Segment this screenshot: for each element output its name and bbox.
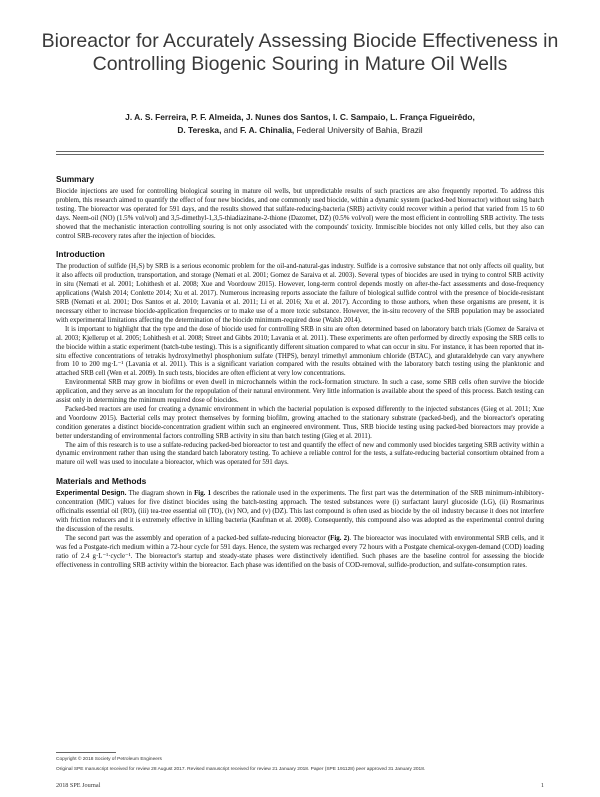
intro-paragraph-4: Packed-bed reactors are used for creating a dynamic environment in which the bacterial population is exposed differently to the injected substances (Gieg et al. 2011; Xue and Voordouw 2015). Bacterial cells may protect themselves by forming biofilm, growing attached to the stationary substrate (packed-bed), and the bioreactor's operating condition generates a distinct biocide-concentration gradient within such an engineered environment. Thus, SRB biocide testing using packed-bed bioreactors may provide a better understanding of environmental factors controlling SRB activity in situ than batch testing (Gieg et al. 2011). [56, 405, 544, 440]
footnote-block [56, 757, 544, 777]
copyright-line: Copyright © 2018 Society of Petroleum Engineers [56, 757, 162, 762]
methods-p1-part-a: The diagram shown in [126, 490, 195, 498]
introduction-heading: Introduction [56, 249, 105, 260]
intro-paragraph-2: It is important to highlight that the type and the dose of biocide used for controlling SRB in situ are often determined based on laboratory batch trials (Gomez de Saraiva et al. 2003; Kjellerup et al. 2005; Lohithesh et al. 2008; Street and Gibbs 2010; Lavania et al. 2011). These experiments are often performed by directly exposing the SRB cells to the biocide within a static experiment (batch-tube testing). This is a significantly different situation compared to what can occur in situ. For instance, it has been reported that in-situ effective concentrations of tetrakis hydroxylmethyl phosphonium sulfate (THPS), benzyl trimethyl ammonium chloride (BTAC), and glutaraldehyde can vary anywhere from 10 to 200 mg·L⁻¹ (Lavania et al. 2011). This is a significant variation compared with the results obtained with the laboratory batch testing using the planktonic and attached SRB cell (Wen et al. 2009). In such tests, biocides are often efficient at very low concentrations. [56, 325, 544, 378]
author-block [40, 111, 560, 137]
footnote-rule [56, 752, 116, 753]
methods-p1-part-b: describes the rationale used in the experiments. The first part was the determination of the SRB minimum-inhibitory-concentration (MIC) values for five distinct biocides using the batch-testing approach. The tested substances were (i) surfactant lauryl glucoside (LG), (ii) Rosmarinus officinalis essential oil (RO), (iii) tea-tree essential oil (TO), (iv) NO, and (v) (DZ). This last compound is often used as biocide by the oil industry because it does not interfere with friction reducers and it is extremely effective in killing bacteria (Kaufman et al. 2008). Consequently, this compound also was adopted as the experimental control during the discussion of the results. [56, 490, 544, 533]
methods-paragraph-1 [56, 490, 544, 535]
methods-paragraph-2 [56, 535, 544, 571]
header-rule-bottom [56, 154, 544, 155]
manuscript-history: Original SPE manuscript received for review 28 August 2017. Revised manuscript received for review 21 January 2018. Paper (SPE 191128) peer approved 31 January 2018. [56, 767, 426, 772]
intro-paragraph-1: The production of sulfide (H₂S) by SRB is a serious economic problem for the oil-and-natural-gas industry. Sulfide is a corrosive substance that not only affects oil quality, but it also affects oil production, transportation, and storage (Nemati et al. 2001; Gomez de Saraiva et al. 2003). Several types of biocides are used in trying to control SRB activity in situ (Nemati et al. 2001; Lohithesh et al. 2008; Xue and Voordouw 2015). However, long-term control depends mostly on after-the-fact assessments and dose-frequency applications (Walsh 2014; Conlette 2014; Xu et al. 2017). Numerous increasing reports associate the failure of biological sulfide control with the presence of biocide-resistant SRB (Nemati et al. 2001; Dos Santos et al. 2010; Lavania et al. 2011; Li et al. 2016; Xu et al. 2017). According to those authors, when these organisms are present, it is necessary either to increase biocide-application frequencies or to make use of a more toxic substance. However, the in-situ recovery of the SRB population may be associated with experimental limitations affecting the determination of the biocide minimum-required dose (Walsh 2014). [56, 263, 544, 324]
methods-p2-part-a: The second part was the assembly and operation of a packed-bed sulfate-reducing bioreactor [65, 534, 328, 542]
page-number: 1 [540, 782, 544, 789]
methods-p2-part-b: . The bioreactor was inoculated with environmental SRB cells, and it was fed a Postgate-rich medium within a 72-hour cycle for 591 days. Hence, the system was recharged every 72 hours with a Postgate chemical-oxygen-demand (COD) loading ratio of 2.4 g·L⁻¹·cycle⁻¹. The bioreactor's startup and steady-state phases were distinctively identified. Such phases are the baseline control for assessing the biocide effectiveness in controlling SRB activity within the bioreactor. Each phase was identified on the basis of COD-removal, sulfide-production, and sulfate-consumption rates. [56, 534, 544, 569]
intro-paragraph-5: The aim of this research is to use a sulfate-reducing packed-bed bioreactor to test and quantify the effect of new and commonly used biocides targeting SRB activity within a dynamic environment rather than using the standard batch laboratory testing. To achieve a reliable control for the tests, a sulfate-reducing bacterial consortium obtained from a mature oil well was used to inoculate a bioreactor, which was operated for 591 days. [56, 441, 544, 467]
summary-paragraph: Biocide injections are used for controlling biological souring in mature oil wells, but unpredictable results of such practices are also frequently reported. To address this problem, this research aimed to quantify the effect of four new biocides, and one commonly used biocide, within a dynamic system (packed-bed bioreactor) without using batch testing. The bioreactor was operated for 591 days, and the results showed that sulfate-reducing-bacteria (SRB) activity could recover within a period that varied from 15 to 60 days. Neem-oil (NO) (1.5% vol/vol) and 3,5-dimethyl-1,3,5-thiadiazinane-2-thione (Dazomet, DZ) (0.5% vol/vol) were the most efficient in controlling SRB activity. The tests showed that the mechanistic interaction controlling souring is not only associated with the compounds' toxicity. Immiscible biocides not only killed cells, but they also can control SRB-recovery rates after the injection of biocides. [56, 188, 544, 240]
author-affiliation: Federal University of Bahia, Brazil [294, 125, 423, 135]
fig2-reference[interactable]: (Fig. 2) [327, 534, 350, 542]
author-names-2: D. Tereska, [177, 125, 222, 135]
paper-title: Bioreactor for Accurately Assessing Biocide Effectiveness in Controlling Biogenic Souring in Mature Oil Wells [41, 30, 559, 75]
body-text [56, 170, 544, 570]
journal-name: 2018 SPE Journal [56, 782, 101, 789]
experimental-design-runin: Experimental Design. [56, 490, 127, 498]
author-and: and [221, 125, 241, 135]
author-names-3: F. A. Chinalia, [240, 125, 295, 135]
intro-paragraph-3: Environmental SRB may grow in biofilms or even dwell in microchannels within the rock-formation structure. In such a case, some SRB cells often survive the biocide application, and they serve as an inoculum for the repopulation of their natural environment. Very little information is available about the speed of this process. Batch testing can assist only in determining the minimum required dose of biocides. [56, 379, 544, 405]
methods-heading: Materials and Methods [56, 476, 147, 487]
header-rule-top [56, 151, 544, 152]
author-names-1: J. A. S. Ferreira, P. F. Almeida, J. Nunes dos Santos, I. C. Sampaio, L. França Figueirêdo, [125, 112, 475, 122]
page-footer [56, 782, 544, 789]
summary-heading: Summary [56, 174, 95, 184]
fig1-reference[interactable]: Fig. 1 [194, 490, 212, 498]
